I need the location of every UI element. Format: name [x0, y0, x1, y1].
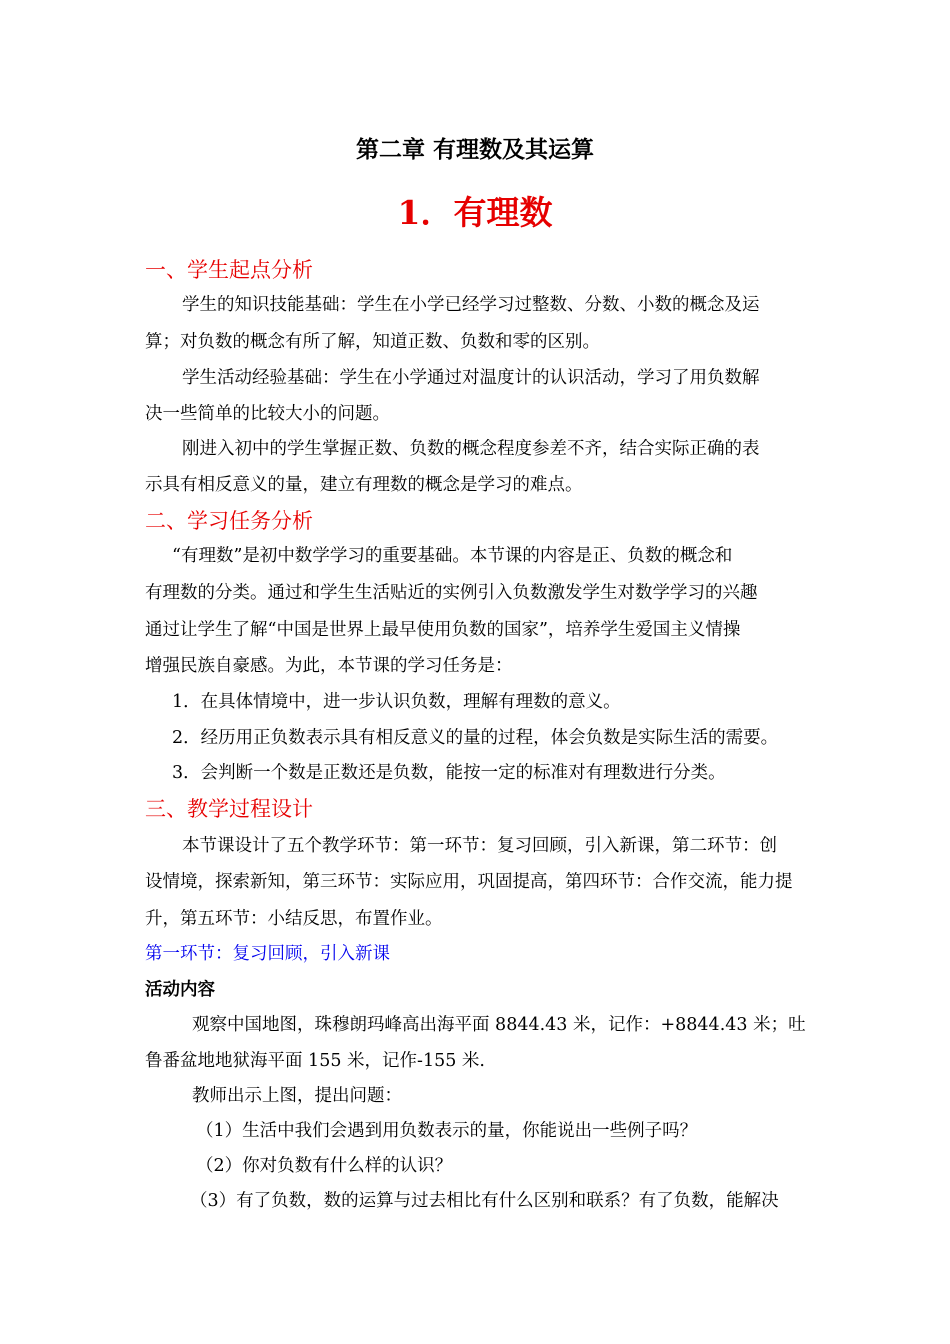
- lesson-title: 1．有理数: [397, 193, 553, 232]
- teacher-line: 教师出示上图，提出问题：: [192, 1086, 402, 1106]
- section1-line-3: 学生活动经验基础：学生在小学通过对温度计的认识活动，学习了用负数解: [182, 368, 760, 388]
- section1-heading: 一、学生起点分析: [145, 258, 313, 282]
- section3-line-2: 设情境，探索新知，第三环节：实际应用，巩固提高，第四环节：合作交流，能力提: [145, 872, 793, 892]
- observe-line-2: 鲁番盆地地狱海平面 155 米，记作-155 米.: [145, 1051, 485, 1071]
- step1-title: 第一环节：复习回顾，引入新课: [145, 944, 390, 964]
- section1-line-6: 示具有相反意义的量，建立有理数的概念是学习的难点。: [145, 475, 583, 495]
- section1-line-2: 算；对负数的概念有所了解，知道正数、负数和零的区别。: [145, 332, 600, 352]
- question-3: （3）有了负数，数的运算与过去相比有什么区别和联系？有了负数，能解决: [190, 1191, 779, 1211]
- section2-line-2: 有理数的分类。通过和学生生活贴近的实例引入负数激发学生对数学学习的兴趣: [145, 583, 758, 603]
- section1-line-4: 决一些简单的比较大小的问题。: [145, 404, 390, 424]
- section3-line-3: 升，第五环节：小结反思，布置作业。: [145, 909, 443, 929]
- section3-line-1: 本节课设计了五个教学环节：第一环节：复习回顾，引入新课，第二环节：创: [182, 836, 777, 856]
- activity-label: 活动内容: [145, 980, 215, 1000]
- task-item-3: 3．会判断一个数是正数还是负数，能按一定的标准对有理数进行分类。: [172, 763, 726, 783]
- section3-heading: 三、教学过程设计: [145, 797, 313, 821]
- section1-line-5: 刚进入初中的学生掌握正数、负数的概念程度参差不齐，结合实际正确的表: [182, 439, 760, 459]
- question-1: （1）生活中我们会遇到用负数表示的量，你能说出一些例子吗？: [196, 1121, 698, 1141]
- section2-line-4: 增强民族自豪感。为此，本节课的学习任务是：: [145, 656, 513, 676]
- chapter-title: 第二章 有理数及其运算: [355, 136, 594, 163]
- observe-line-1: 观察中国地图，珠穆朗玛峰高出海平面 8844.43 米，记作：+8844.43 米；吐: [192, 1015, 806, 1035]
- section2-line-3: 通过让学生了解“中国是世界上最早使用负数的国家”，培养学生爱国主义情操: [145, 620, 741, 640]
- task-item-1: 1．在具体情境中，进一步认识负数，理解有理数的意义。: [172, 692, 621, 712]
- task-item-2: 2．经历用正负数表示具有相反意义的量的过程，体会负数是实际生活的需要。: [172, 728, 779, 748]
- section1-line-1: 学生的知识技能基础：学生在小学已经学习过整数、分数、小数的概念及运: [182, 295, 760, 315]
- question-2: （2）你对负数有什么样的认识？: [196, 1156, 453, 1176]
- section2-heading: 二、学习任务分析: [145, 509, 313, 533]
- section2-line-1: “有理数”是初中数学学习的重要基础。本节课的内容是正、负数的概念和: [172, 546, 733, 566]
